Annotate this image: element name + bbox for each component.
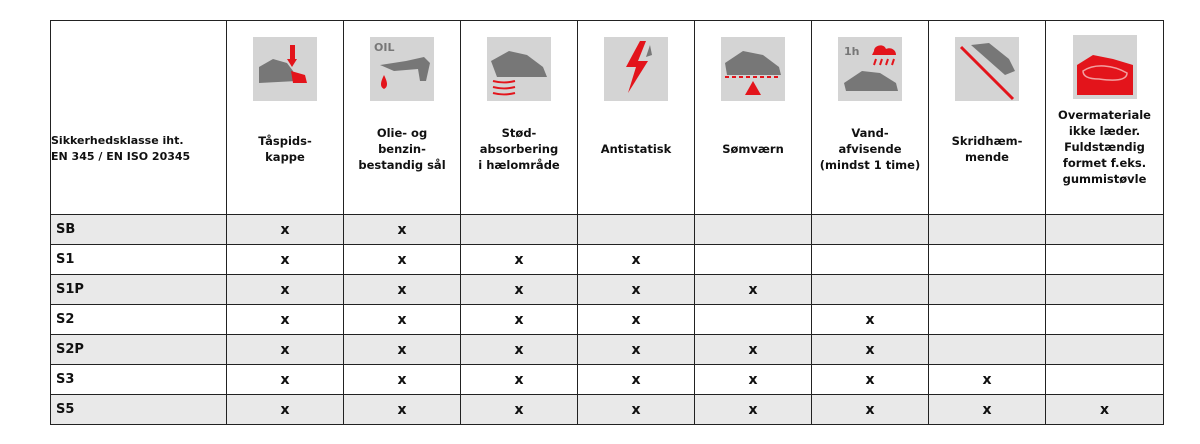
requirement-cell: x (461, 395, 578, 425)
requirement-cell: x (695, 335, 812, 365)
requirement-cell: x (344, 305, 461, 335)
oil-resistant-icon (370, 37, 434, 101)
table-row (51, 275, 1164, 305)
feature-label-line: Skridhæm- (951, 134, 1023, 148)
oil-icon-text: OIL (374, 41, 395, 54)
feature-header-shock-absorption (461, 21, 578, 215)
toe-cap-icon (253, 37, 317, 101)
water-repellent-icon (838, 37, 902, 101)
feature-header-puncture-protection (695, 21, 812, 215)
requirement-cell: x (227, 305, 344, 335)
requirement-cell (929, 275, 1046, 305)
requirement-cell: x (578, 395, 695, 425)
safety-class-cell: S2P (51, 335, 227, 365)
requirement-cell: x (344, 215, 461, 245)
feature-label-line: Olie- og (376, 126, 428, 140)
requirement-cell: x (695, 275, 812, 305)
requirement-cell (1046, 365, 1164, 395)
feature-label-line: Fuldstændig (1064, 140, 1145, 154)
requirement-cell (578, 215, 695, 245)
safety-class-cell: SB (51, 215, 227, 245)
feature-label-line: Stød- (501, 126, 537, 140)
water-icon-text: 1h (844, 45, 860, 58)
feature-label-line: kappe (265, 150, 305, 164)
table-body (51, 215, 1164, 425)
feature-label-line: ikke læder. (1068, 124, 1141, 138)
requirement-cell: x (578, 305, 695, 335)
slip-resistant-icon (955, 37, 1019, 101)
requirement-cell: x (344, 245, 461, 275)
safety-class-cell: S3 (51, 365, 227, 395)
feature-label-line: Vand- (851, 126, 889, 140)
feature-label-line: i hælområde (478, 158, 560, 172)
feature-header-rubber-upper (1046, 21, 1164, 215)
rubber-upper-icon (1073, 35, 1137, 99)
requirement-cell: x (812, 365, 929, 395)
feature-header-antistatic (578, 21, 695, 215)
requirement-cell: x (812, 335, 929, 365)
requirement-cell (812, 275, 929, 305)
requirement-cell: x (227, 335, 344, 365)
requirement-cell: x (461, 245, 578, 275)
requirement-cell: x (227, 245, 344, 275)
requirement-cell: x (344, 395, 461, 425)
requirement-cell: x (1046, 395, 1164, 425)
requirement-cell (812, 215, 929, 245)
requirement-cell (1046, 245, 1164, 275)
requirement-cell (1046, 335, 1164, 365)
feature-header-water-repellent (812, 21, 929, 215)
feature-label-line: Tåspids- (258, 134, 312, 148)
requirement-cell: x (227, 365, 344, 395)
requirement-cell (461, 215, 578, 245)
requirement-cell: x (812, 395, 929, 425)
feature-label-line: bestandig sål (358, 158, 446, 172)
requirement-cell (695, 245, 812, 275)
requirement-cell: x (227, 275, 344, 305)
requirement-cell: x (578, 275, 695, 305)
feature-label-line: (mindst 1 time) (819, 158, 921, 172)
requirement-cell: x (344, 365, 461, 395)
feature-header-oil-resistant (344, 21, 461, 215)
requirement-cell: x (461, 275, 578, 305)
requirement-cell (929, 305, 1046, 335)
requirement-cell: x (578, 365, 695, 395)
requirement-cell: x (344, 335, 461, 365)
table-row (51, 335, 1164, 365)
requirement-cell (929, 215, 1046, 245)
class-header-line: Sikkerhedsklasse iht. (51, 133, 184, 147)
requirement-cell: x (344, 275, 461, 305)
requirement-cell: x (227, 215, 344, 245)
requirement-cell: x (812, 305, 929, 335)
requirement-cell: x (461, 335, 578, 365)
requirement-cell (929, 245, 1046, 275)
table-row (51, 395, 1164, 425)
requirement-cell (1046, 215, 1164, 245)
feature-label-line: mende (964, 150, 1009, 164)
feature-label-line: formet f.eks. (1062, 156, 1147, 170)
feature-label-line: Overmateriale (1058, 108, 1151, 122)
feature-label-line: benzin- (378, 142, 426, 156)
feature-label-line: Sømværn (722, 142, 784, 156)
requirement-cell (812, 245, 929, 275)
requirement-cell (1046, 305, 1164, 335)
feature-label-line: afvisende (838, 142, 902, 156)
requirement-cell (1046, 275, 1164, 305)
table-row (51, 215, 1164, 245)
requirement-cell (695, 215, 812, 245)
safety-class-cell: S1P (51, 275, 227, 305)
antistatic-icon (604, 37, 668, 101)
table-row (51, 365, 1164, 395)
requirement-cell: x (929, 395, 1046, 425)
requirement-cell: x (461, 305, 578, 335)
puncture-protection-icon (721, 37, 785, 101)
requirement-cell: x (578, 335, 695, 365)
shock-absorption-icon (487, 37, 551, 101)
safety-class-cell: S5 (51, 395, 227, 425)
requirement-cell: x (227, 395, 344, 425)
feature-header-toe-cap (227, 21, 344, 215)
safety-class-cell: S2 (51, 305, 227, 335)
header-row (51, 21, 1164, 215)
requirement-cell: x (929, 365, 1046, 395)
class-column-header (51, 21, 227, 215)
feature-label-line: Antistatisk (600, 142, 672, 156)
table-row (51, 305, 1164, 335)
requirement-cell: x (695, 365, 812, 395)
feature-header-slip-resistant (929, 21, 1046, 215)
requirement-cell: x (461, 365, 578, 395)
safety-class-table (50, 20, 1164, 425)
requirement-cell (695, 305, 812, 335)
safety-class-cell: S1 (51, 245, 227, 275)
requirement-cell: x (695, 395, 812, 425)
requirement-cell: x (578, 245, 695, 275)
table-row (51, 245, 1164, 275)
feature-label-line: gummistøvle (1062, 172, 1147, 186)
class-header-line: EN 345 / EN ISO 20345 (51, 149, 191, 163)
feature-label-line: absorbering (479, 142, 559, 156)
requirement-cell (929, 335, 1046, 365)
